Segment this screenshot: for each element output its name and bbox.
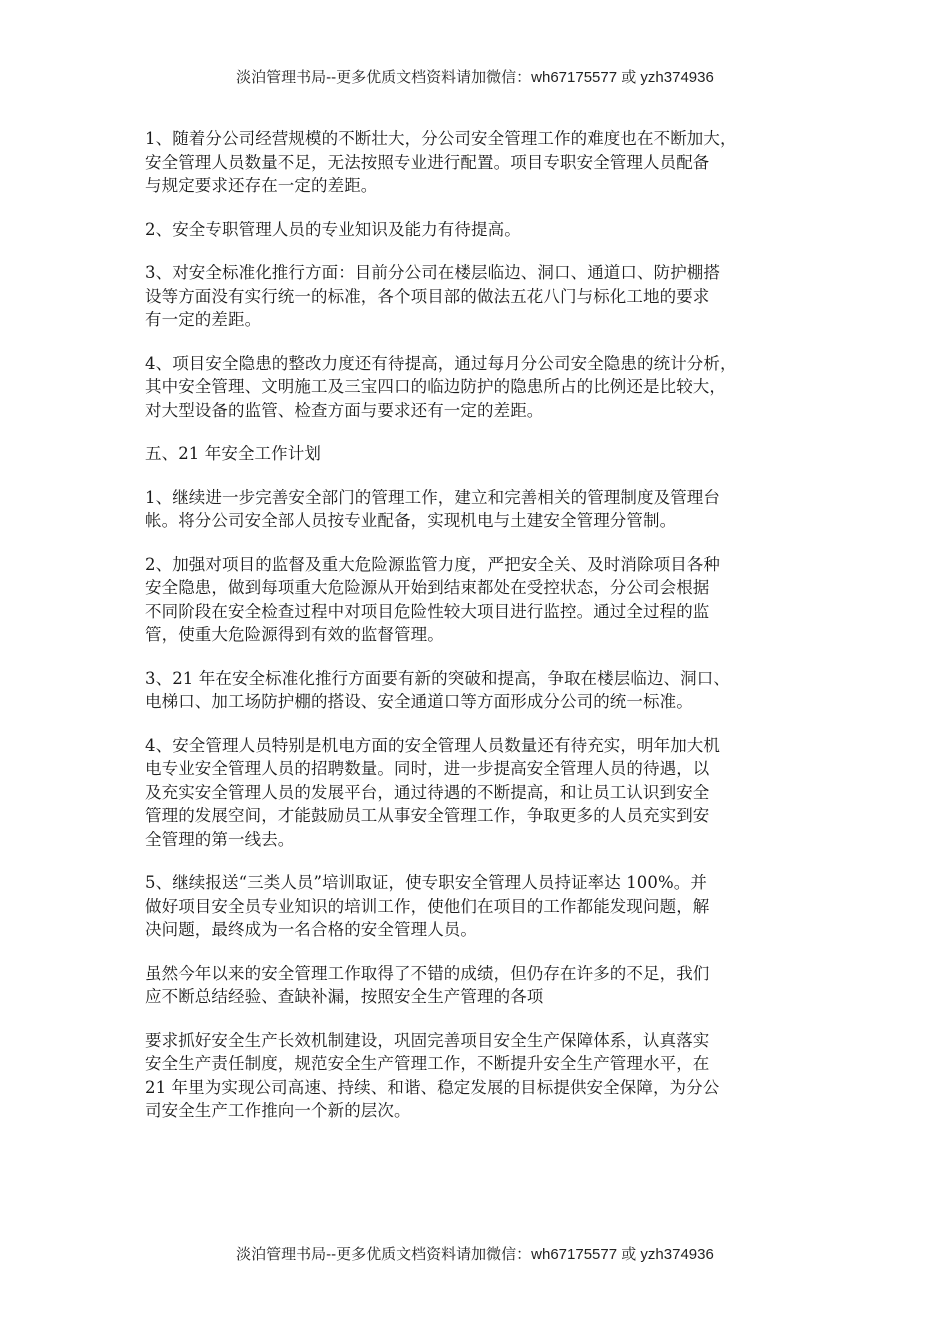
document-body (145, 127, 825, 1143)
page-header: 淡泊管理书局--更多优质文档资料请加微信：wh67175577 或 yzh374936 (236, 69, 714, 86)
page-footer: 淡泊管理书局--更多优质文档资料请加微信：wh67175577 或 yzh374936 (236, 1246, 714, 1263)
text-line: 4、项目安全隐患的整改力度还有待提高，通过每月分公司安全隐患的统计分析， (145, 353, 737, 373)
text-line: 应不断总结经验、查缺补漏，按照安全生产管理的各项 (145, 987, 544, 1006)
paragraph (145, 667, 825, 714)
text-line: 2、加强对项目的监督及重大危险源监管力度，严把安全关、及时消除项目各种 (145, 554, 720, 574)
text-line: 虽然今年以来的安全管理工作取得了不错的成绩，但仍存在许多的不足，我们 (145, 963, 710, 983)
text-line: 要求抓好安全生产长效机制建设，巩固完善项目安全生产保障体系，认真落实 (145, 1030, 710, 1050)
text-line: 4、安全管理人员特别是机电方面的安全管理人员数量还有待充实，明年加大机 (145, 735, 720, 755)
text-line: 管理的发展空间，才能鼓励员工从事安全管理工作，争取更多的人员充实到安 (145, 806, 710, 825)
text-line: 3、21 年在安全标准化推行方面要有新的突破和提高，争取在楼层临边、洞口、 (145, 668, 730, 688)
text-line: 电专业安全管理人员的招聘数量。同时，进一步提高安全管理人员的待遇，以 (145, 759, 710, 778)
paragraph (145, 486, 825, 533)
paragraph (145, 261, 825, 332)
paragraph (145, 553, 825, 647)
text-line: 管，使重大危险源得到有效的监督管理。 (145, 625, 444, 644)
paragraph (145, 442, 825, 466)
text-line: 决问题，最终成为一名合格的安全管理人员。 (145, 920, 477, 939)
text-line: 其中安全管理、文明施工及三宝四口的临边防护的隐患所占的比例还是比较大， (145, 377, 726, 396)
text-line: 帐。将分公司安全部人员按专业配备，实现机电与土建安全管理分管制。 (145, 511, 677, 530)
text-line: 5、继续报送“三类人员”培训取证，使专职安全管理人员持证率达 100%。并 (145, 873, 707, 892)
text-line: 五、21 年安全工作计划 (145, 444, 321, 463)
paragraph (145, 734, 825, 852)
paragraph (145, 1029, 825, 1123)
text-line: 安全隐患，做到每项重大危险源从开始到结束都处在受控状态，分公司会根据 (145, 578, 710, 597)
text-line: 21 年里为实现公司高速、持续、和谐、稳定发展的目标提供安全保障，为分公 (145, 1077, 720, 1097)
text-line: 做好项目安全员专业知识的培训工作，使他们在项目的工作都能发现问题，解 (145, 896, 710, 916)
text-line: 及充实安全管理人员的发展平台，通过待遇的不断提高，和让员工认识到安全 (145, 782, 710, 802)
text-line: 电梯口、加工场防护棚的搭设、安全通道口等方面形成分公司的统一标准。 (145, 692, 693, 711)
text-line: 2、安全专职管理人员的专业知识及能力有待提高。 (145, 219, 521, 239)
text-line: 不同阶段在安全检查过程中对项目危险性较大项目进行监控。通过全过程的监 (145, 601, 710, 621)
text-line: 3、对安全标准化推行方面：目前分公司在楼层临边、洞口、通道口、防护棚搭 (145, 263, 720, 282)
text-line: 全管理的第一线去。 (145, 829, 295, 849)
text-line: 与规定要求还存在一定的差距。 (145, 176, 378, 195)
text-line: 安全管理人员数量不足，无法按照专业进行配置。项目专职安全管理人员配备 (145, 152, 710, 172)
paragraph (145, 871, 825, 942)
text-line: 设等方面没有实行统一的标准，各个项目部的做法五花八门与标化工地的要求 (145, 286, 710, 306)
paragraph (145, 218, 825, 242)
text-line: 1、继续进一步完善安全部门的管理工作，建立和完善相关的管理制度及管理台 (145, 487, 720, 507)
text-line: 对大型设备的监管、检查方面与要求还有一定的差距。 (145, 400, 544, 420)
paragraph (145, 962, 825, 1009)
text-line: 有一定的差距。 (145, 310, 262, 329)
paragraph (145, 127, 825, 198)
text-line: 安全生产责任制度，规范安全生产管理工作，不断提升安全生产管理水平，在 (145, 1054, 710, 1073)
paragraph (145, 352, 825, 423)
text-line: 1、随着分公司经营规模的不断壮大，分公司安全管理工作的难度也在不断加大， (145, 129, 737, 148)
text-line: 司安全生产工作推向一个新的层次。 (145, 1101, 411, 1120)
